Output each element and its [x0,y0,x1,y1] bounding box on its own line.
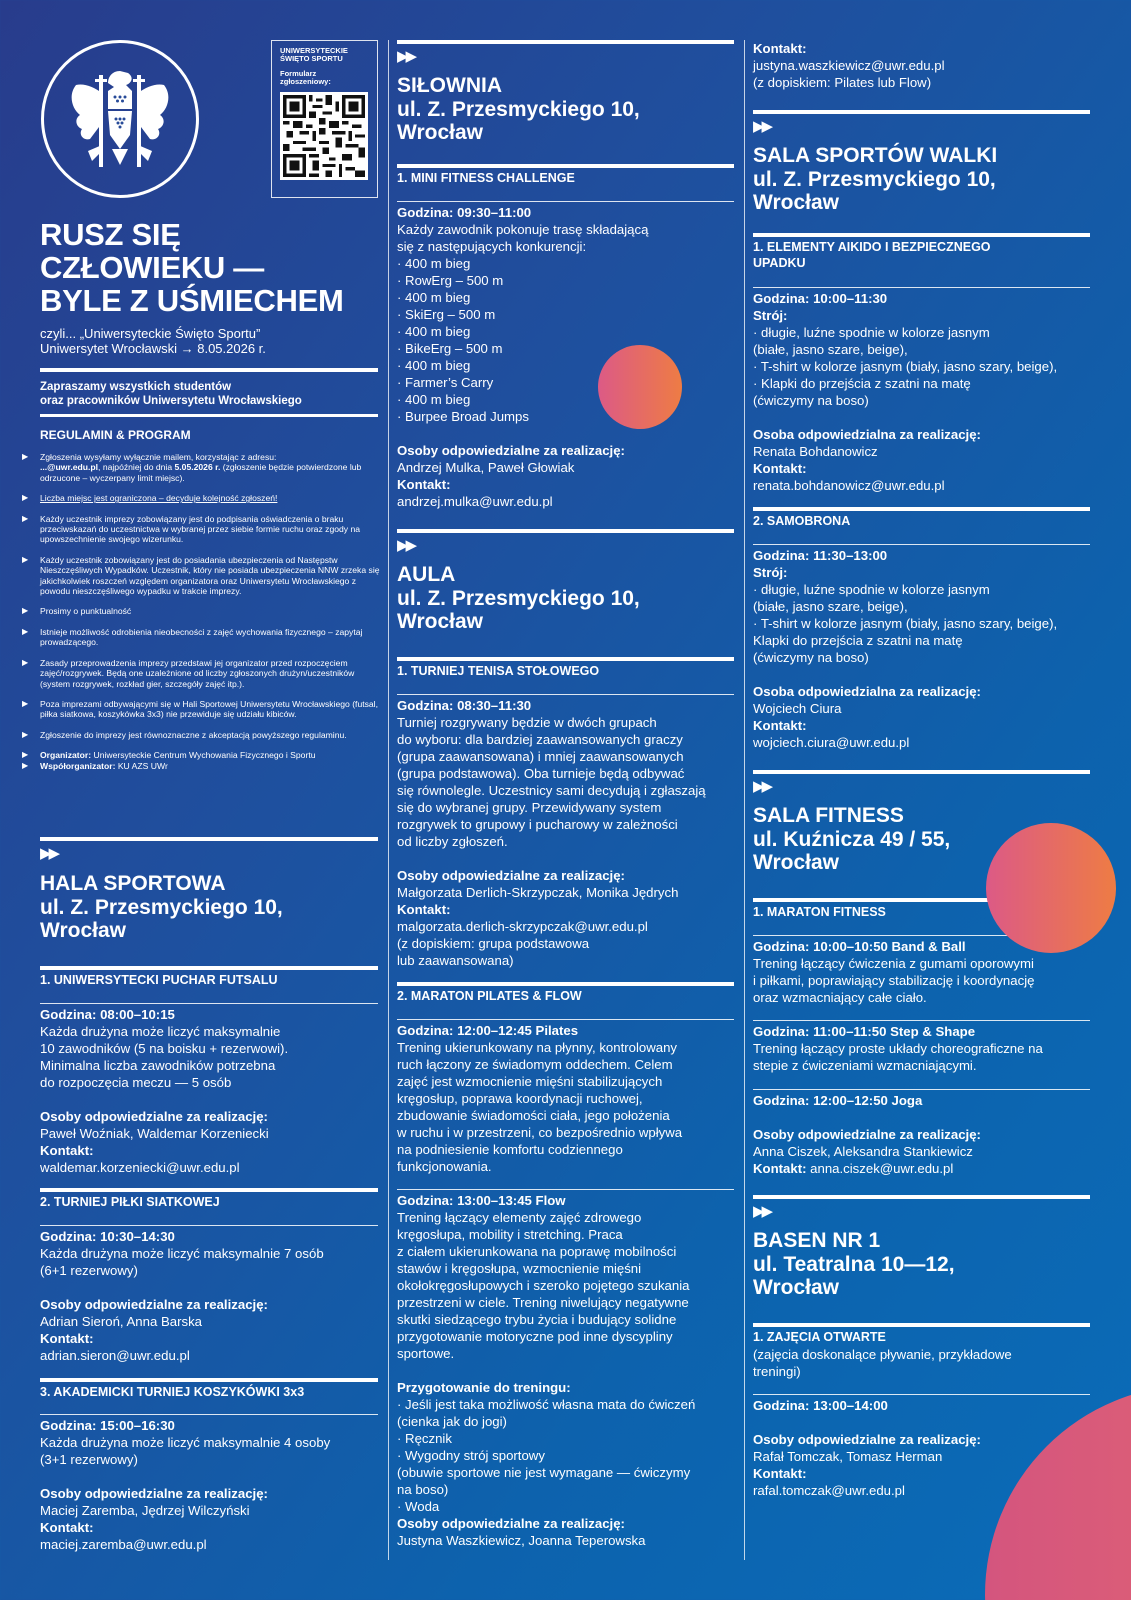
regulations-list [22,452,382,771]
contact-email-link[interactable]: anna.ciszek@uwr.edu.pl [810,1161,954,1176]
contact-label: Kontakt: [397,902,451,917]
subtitle-line: czyli... „Uniwersyteckie Święto Sportu” [40,326,261,341]
event-details-self-defense [753,547,1103,751]
event-title [753,239,991,271]
responsible-people: Adrian Sieroń, Anna Barska [40,1314,203,1329]
rule-item [22,452,382,483]
event-details-table-tennis [397,697,742,969]
divider [397,657,734,661]
venue-city: Wrocław [397,121,483,144]
outfit-item: (ćwiczymy na boso) [753,393,869,408]
challenge-item: · SkiErg – 500 m [397,307,496,322]
event-time: Godzina: 13:00–14:00 [753,1398,888,1413]
responsible-label: Osoby odpowiedzialne za realizację: [40,1486,268,1501]
event-desc-line: stepie z ćwiczeniami wzmacniającymi. [753,1058,977,1073]
venue-name: AULA [397,563,456,586]
event-title-line: UPADKU [753,256,806,270]
event-desc-line: kręgosłup, poprawa koordynacji ruchowej, [397,1091,643,1106]
rule-text: Zgłoszenia wysyłamy wyłącznie mailem, korzystając z adresu: [40,452,277,462]
coorganizer-item [22,761,382,771]
contact-email-link[interactable]: andrzej.mulka@uwr.edu.pl [397,494,553,509]
divider [397,201,734,202]
divider [753,110,1090,114]
event-details-step-shape [753,1023,1103,1074]
event-desc-line: od liczby zgłoszeń. [397,834,508,849]
event-desc-line: w ruchu i w przestrzeni, co bezpośrednio wpływa [397,1125,683,1140]
decorative-circle [598,345,682,429]
responsible-label: Osoby odpowiedzialne za realizację: [40,1109,268,1124]
responsible-label: Osoby odpowiedzialne za realizację: [753,1432,981,1447]
organizer-item [22,750,382,760]
event-desc-line: przygotowanie motoryczne pod inne dyscypliny [397,1329,673,1344]
contact-label: Kontakt: [753,461,807,476]
responsible-label: Osoby odpowiedzialne za realizację: [397,1516,625,1531]
divider [753,1020,1090,1021]
rule-item [22,514,382,545]
prep-label: Przygotowanie do treningu: [397,1380,571,1395]
event-desc-line: zajęć jest wzmocnienie mięśni stabilizujących [397,1074,663,1089]
venue-basen [753,1229,955,1300]
rule-item [22,493,382,503]
venue-name: HALA SPORTOWA [40,872,226,895]
outfit-item: · T-shirt w kolorze jasnym (biały, jasno szary, beige), [753,359,1058,374]
divider [40,414,378,417]
responsible-people: Paweł Woźniak, Waldemar Korzeniecki [40,1126,269,1141]
responsible-people: Małgorzata Derlich-Skrzypczak, Monika Jędrych [397,885,679,900]
outfit-item: · długie, luźne spodnie w kolorze jasnym [753,325,990,340]
event-time: Godzina: 13:00–13:45 Flow [397,1193,566,1208]
divider [40,837,378,841]
rule-deadline: 5.05.2026 r. [174,462,221,473]
event-desc-line: (6+1 rezerwowy) [40,1263,138,1278]
divider [753,1394,1090,1395]
challenge-item: · BikeErg – 500 m [397,341,503,356]
event-details-aikido [753,290,1103,494]
rule-text: (zgłoszenie będzie potwierdzone lub odrzucone – wyczerpany limit miejsc). [40,462,362,483]
outfit-item: Klapki do przejścia z szatni na matę [753,633,963,648]
fast-forward-icon: ▶▶ [753,118,771,135]
event-details-volleyball [40,1228,380,1364]
page-title [40,218,380,317]
event-time: Godzina: 08:30–11:30 [397,698,532,713]
challenge-item: · 400 m bieg [397,256,471,271]
outfit-item: · długie, luźne spodnie w kolorze jasnym [753,582,990,597]
event-desc-line: stawów i kręgosłupa, wzmocnienie mięśni [397,1261,642,1276]
triangle-bullet-icon: ▶ [22,606,29,616]
venue-city: Wrocław [397,610,483,633]
invite-line: Zapraszamy wszystkich studentów [40,381,232,393]
venue-name: BASEN NR 1 [753,1229,881,1252]
triangle-bullet-icon: ▶ [22,513,29,523]
event-desc-line: z ciałem ukierunkowana na poprawę mobilności [397,1244,677,1259]
regulations-heading: REGULAMIN & PROGRAM [40,428,191,442]
responsible-label: Osoby odpowiedzialne za realizację: [753,1127,981,1142]
contact-email-link[interactable]: malgorzata.derlich-skrzypczak@uwr.edu.pl [397,919,648,934]
responsible-people: Rafał Tomczak, Tomasz Herman [753,1449,943,1464]
rule-text: Zgłoszenie do imprezy jest równoznaczne z akceptacją powyższego regulaminu. [40,729,347,740]
contact-email-link[interactable]: justyna.waszkiewicz@uwr.edu.pl [753,58,945,73]
rule-item [22,555,382,597]
rule-text: Zasady przeprowadzenia imprezy przedstawi jej organizator przed rozpoczęciem zajęć/rozgrywek. Będą one uzależnione od liczby zgłoszonych drużyn/uczestników (system rozgrywek, rozkład gier, szczegóły zajęć itp.). [40,657,355,689]
contact-note: (z dopiskiem: Pilates lub Flow) [753,75,932,90]
triangle-bullet-icon: ▶ [22,698,29,708]
responsible-people: Justyna Waszkiewicz, Joanna Teperowska [397,1533,646,1548]
title-line: CZŁOWIEKU — [40,250,265,285]
event-title: 1. ZAJĘCIA OTWARTE [753,1330,886,1344]
event-time: Godzina: 09:30–11:00 [397,205,532,220]
event-time: Godzina: 08:00–10:15 [40,1007,175,1022]
event-desc-line: (grupa podstawowa). Oba turnieje będą odbywać [397,766,685,781]
contact-email-link[interactable]: rafal.tomczak@uwr.edu.pl [753,1483,905,1498]
event-title: 3. AKADEMICKI TURNIEJ KOSZYKÓWKI 3x3 [40,1385,305,1399]
organizer-value: Uniwersyteckie Centrum Wychowania Fizycznego i Sportu [91,750,316,761]
event-desc-line: Każda drużyna może liczyć maksymalnie 7 osób [40,1246,324,1261]
pilates-flow-contact [753,40,1093,91]
triangle-bullet-icon: ▶ [22,554,29,564]
outfit-label: Strój: [753,308,788,323]
event-time: Godzina: 12:00–12:50 Joga [753,1093,923,1108]
outfit-item: (ćwiczymy na boso) [753,650,869,665]
contact-label: Kontakt: [40,1143,94,1158]
prep-item: · Ręcznik [397,1431,452,1446]
divider [397,694,734,695]
qr-box-title [280,47,369,63]
invite-line: oraz pracowników Uniwersytetu Wrocławskiego [40,395,302,407]
event-desc-line: rozgrywek to grupowy i pucharowy w zależności [397,817,678,832]
divider [753,233,1090,237]
venue-address: ul. Z. Przesmyckiego 10, [397,586,640,610]
contact-email-link[interactable]: maciej.zaremba@uwr.edu.pl [40,1537,207,1552]
contact-label: Kontakt: [397,477,451,492]
responsible-label: Osoby odpowiedzialne za realizację: [40,1297,268,1312]
event-desc-line: i piłkami, poprawiający stabilizację i koordynację [753,973,1035,988]
fast-forward-icon: ▶▶ [397,537,415,554]
responsible-label: Osoba odpowiedzialna za realizację: [753,684,981,699]
venue-hala-sportowa [40,872,283,943]
divider [753,1089,1090,1090]
event-desc-line: Trening łączący ćwiczenia z gumami oporowymi [753,956,1034,971]
outfit-item: (białe, jasno szare, beige), [753,599,908,614]
event-desc-line: Minimalna liczba zawodników potrzebna [40,1058,276,1073]
event-title: 2. SAMOBRONA [753,514,851,528]
contact-email-link[interactable]: wojciech.ciura@uwr.edu.pl [753,735,910,750]
contact-email-link[interactable]: renata.bohdanowicz@uwr.edu.pl [753,478,945,493]
event-subtitle [40,326,266,356]
event-title: 2. TURNIEJ PIŁKI SIATKOWEJ [40,1195,220,1209]
divider [40,1225,378,1226]
registration-qr-box [271,40,378,198]
coorganizer-value: KU AZS UWr [115,760,168,771]
contact-label: Kontakt: [40,1331,94,1346]
event-title: 1. TURNIEJ TENISA STOŁOWEGO [397,664,600,678]
triangle-bullet-icon: ▶ [22,626,29,636]
contact-note: lub zaawansowana) [397,953,514,968]
qr-title-line: ŚWIĘTO SPORTU [280,54,343,63]
outfit-item: (białe, jasno szare, beige), [753,342,908,357]
event-details-yoga [753,1092,1103,1177]
divider [40,1188,378,1192]
divider [397,40,734,44]
triangle-bullet-icon: ▶ [22,493,29,503]
contact-email-link[interactable]: waldemar.korzeniecki@uwr.edu.pl [40,1160,240,1175]
venue-address: ul. Teatralna 10—12, [753,1252,955,1276]
rule-text: Liczba miejsc jest ograniczona – decyduje kolejność zgłoszeń! [40,493,278,504]
event-time: Godzina: 10:30–14:30 [40,1229,175,1244]
prep-item: · Jeśli jest taka możliwość własna mata do ćwiczeń [397,1397,696,1412]
event-title: 1. MINI FITNESS CHALLENGE [397,171,575,185]
contact-label: Kontakt: [753,718,807,733]
event-desc-line: funkcjonowania. [397,1159,492,1174]
venue-address: ul. Z. Przesmyckiego 10, [397,97,640,121]
venue-address: ul. Z. Przesmyckiego 10, [40,895,283,919]
venue-city: Wrocław [753,191,839,214]
prep-item: (obuwie sportowe nie jest wymagane — ćwiczymy [397,1465,691,1480]
event-time: Godzina: 11:00–11:50 Step & Shape [753,1024,976,1039]
contact-note: (z dopiskiem: grupa podstawowa [397,936,590,951]
prep-item: na boso) [397,1482,449,1497]
event-desc-line: kręgosłupa, mobility i stretching. Praca [397,1227,623,1242]
event-desc-line: (3+1 rezerwowy) [40,1452,138,1467]
triangle-bullet-icon: ▶ [22,760,29,770]
divider [753,770,1090,774]
rule-text: , najpóźniej do dnia [98,462,175,473]
rule-text: Poza imprezami odbywającymi się w Hali Sportowej Uniwersytetu Wrocławskiego (futsal, piłka siatkowa, koszykówka 3x3) nie przewiduje się udziału kibiców. [40,698,378,720]
fast-forward-icon: ▶▶ [397,48,415,65]
divider [397,164,734,168]
divider [753,1323,1090,1327]
outfit-item: · T-shirt w kolorze jasnym (biały, jasno szary, beige), [753,616,1058,631]
invitation [40,380,302,408]
contact-label: Kontakt: [753,1161,807,1176]
outfit-label: Strój: [753,565,788,580]
divider [753,507,1090,511]
prep-item: · Woda [397,1499,440,1514]
challenge-item: · 400 m bieg [397,392,471,407]
qr-box-form-label [280,70,369,86]
challenge-item: · RowErg – 500 m [397,273,504,288]
event-desc-line: Każdy zawodnik pokonuje trasę składającą [397,222,649,237]
event-time: Godzina: 12:00–12:45 Pilates [397,1023,579,1038]
venue-address: ul. Kuźnicza 49 / 55, [753,827,951,851]
rule-email: ...@uwr.edu.pl [40,462,99,473]
event-time: Godzina: 10:00–10:50 Band & Ball [753,939,966,954]
eagle-icon [68,65,172,173]
event-title-line: 1. ELEMENTY AIKIDO I BEZPIECZNEGO [753,240,991,254]
event-subtitle-line: treningi) [753,1364,801,1379]
divider [40,1003,378,1004]
title-line: BYLE Z UŚMIECHEM [40,283,344,318]
triangle-bullet-icon: ▶ [22,750,29,760]
responsible-people: Anna Ciszek, Aleksandra Stankiewicz [753,1144,973,1159]
event-subtitle [753,1346,1103,1380]
event-desc-line: na podniesienie komfortu codziennego [397,1142,623,1157]
triangle-bullet-icon: ▶ [22,729,29,739]
challenge-item: · Burpee Broad Jumps [397,409,529,424]
divider [753,1195,1090,1199]
divider [397,529,734,533]
event-desc-line: sportowe. [397,1346,455,1361]
divider [753,544,1090,545]
divider [397,982,734,986]
event-desc-line: Trening łączący proste układy choreograficzne na [753,1041,1043,1056]
divider [397,1189,734,1190]
event-title: 2. MARATON PILATES & FLOW [397,989,582,1003]
venue-silownia [397,74,640,145]
venue-address: ul. Z. Przesmyckiego 10, [753,167,996,191]
rule-item [22,606,382,616]
triangle-bullet-icon: ▶ [22,452,29,461]
event-time: Godzina: 10:00–11:30 [753,291,888,306]
event-desc-line: (grupa zaawansowana) i mniej zaawansowanych [397,749,684,764]
rule-text: Prosimy o punktualność [40,606,132,617]
divider [40,368,378,372]
rule-text: Istnieje możliwość odrobienia nieobecności z zajęć wychowania fizycznego – zapytaj prowadzącego. [40,626,363,648]
event-desc-line: oraz wzmacniający całe ciało. [753,990,927,1005]
event-desc-line: przestrzeni w ciele. Trening niwelujący negatywne [397,1295,689,1310]
event-desc-line: do rozpoczęcia meczu — 5 osób [40,1075,232,1090]
event-desc-line: Każda drużyna może liczyć maksymalnie 4 osoby [40,1435,331,1450]
venue-city: Wrocław [753,1276,839,1299]
venue-city: Wrocław [753,851,839,874]
contact-label: Kontakt: [753,41,807,56]
rule-item [22,699,382,720]
venue-aula [397,563,640,634]
column-divider [388,40,389,1560]
event-desc-line: 10 zawodników (5 na boisku + rezerwowi). [40,1041,289,1056]
event-desc-line: się równolegle. Uczestnicy sami decydują i zgłaszają [397,783,706,798]
divider [40,1414,378,1415]
rule-item [22,627,382,648]
event-details-futsal [40,1006,380,1176]
event-details-fitness-challenge [397,204,737,510]
venue-name: SIŁOWNIA [397,74,502,97]
rule-text: Każdy uczestnik imprezy zobowiązany jest do podpisania oświadczenia o braku przeciwskazań do uczestnictwa w wybranej przez siebie formie ruchu oraz zgody na upowszechnienie swojego wizerunku. [40,513,361,545]
rule-text: Każdy uczestnik zobowiązany jest do posiadania ubezpieczenia od Następstw Nieszczęśliwych Wypadków. Uczestnik, który nie posiada ubezpieczenia NNW zrzeka się jakichkolwiek roszczeń względem organizatora oraz Uniwersytetu Wrocławskiego z powodu nieszczęśliwego wypadku w trakcie imprezy. [40,554,380,597]
responsible-people: Renata Bohdanowicz [753,444,878,459]
event-desc-line: Turniej rozgrywany będzie w dwóch grupach [397,715,657,730]
event-desc-line: ruch łączony ze świadomym oddechem. Celem [397,1057,673,1072]
contact-label: Kontakt: [40,1520,94,1535]
challenge-item: · 400 m bieg [397,324,471,339]
divider [40,1378,378,1382]
divider [753,287,1090,288]
event-desc-line: Każda drużyna może liczyć maksymalnie [40,1024,281,1039]
responsible-people: Andrzej Mulka, Paweł Głowiak [397,460,575,475]
rule-item [22,658,382,689]
venue-city: Wrocław [40,919,126,942]
event-details-basketball [40,1417,380,1553]
organizer-label: Organizator: [40,750,92,761]
university-eagle-logo [41,40,199,198]
divider [397,1019,734,1020]
decorative-circle [986,823,1116,953]
event-time: Godzina: 15:00–16:30 [40,1418,175,1433]
rule-item [22,730,382,740]
event-desc-line: się do wybranej grupy. Przewidywany system [397,800,662,815]
event-desc-line: Trening ukierunkowany na płynny, kontrolowany [397,1040,678,1055]
event-desc-line: Trening łączący elementy zajęć zdrowego [397,1210,642,1225]
coorganizer-label: Współorganizator: [40,760,116,771]
venue-sala-sportow-walki [753,144,997,215]
responsible-people: Maciej Zaremba, Jędrzej Wilczyński [40,1503,250,1518]
event-desc-line: do wyboru: dla bardziej zaawansowanych graczy [397,732,683,747]
qr-title-line: UNIWERSYTECKIE [280,46,348,55]
prep-item: · Wygodny strój sportowy [397,1448,545,1463]
venue-name: SALA SPORTÓW WALKI [753,144,998,167]
qr-form-line: zgłoszeniowy: [280,77,331,86]
responsible-label: Osoby odpowiedzialne za realizację: [397,443,625,458]
event-desc-line: zbudowanie świadomości ciała, jego położenia [397,1108,670,1123]
divider [40,966,378,970]
qr-form-line: Formularz [280,69,317,78]
title-line: RUSZ SIĘ [40,217,181,252]
event-details-flow [397,1192,742,1549]
outfit-item: · Klapki do przejścia z szatni na matę [753,376,971,391]
event-desc-line: skutki siedzącego trybu życia i budujący solidne [397,1312,677,1327]
fast-forward-icon: ▶▶ [40,845,58,862]
contact-label: Kontakt: [753,1466,807,1481]
fast-forward-icon: ▶▶ [753,1203,771,1220]
venue-name: SALA FITNESS [753,804,904,827]
event-time: Godzina: 11:30–13:00 [753,548,888,563]
challenge-item: · Farmer’s Carry [397,375,494,390]
venue-sala-fitness [753,804,950,875]
fast-forward-icon: ▶▶ [753,778,771,795]
challenge-item: · 400 m bieg [397,358,471,373]
event-details-pilates [397,1022,742,1175]
event-title: 1. MARATON FITNESS [753,905,886,919]
triangle-bullet-icon: ▶ [22,657,29,667]
prep-item: (cienka jak do jogi) [397,1414,507,1429]
qr-code-icon[interactable] [280,92,368,180]
responsible-label: Osoba odpowiedzialna za realizację: [753,427,981,442]
event-desc-line: okołokręgosłupowych i szeroko pojętego szukania [397,1278,690,1293]
responsible-label: Osoby odpowiedzialne za realizację: [397,868,625,883]
contact-email-link[interactable]: adrian.sieron@uwr.edu.pl [40,1348,190,1363]
event-title: 1. UNIWERSYTECKI PUCHAR FUTSALU [40,973,278,987]
event-date: Uniwersytet Wrocławski → 8.05.2026 r. [40,341,266,356]
column-divider [744,40,745,1560]
event-subtitle-line: (zajęcia doskonalące pływanie, przykładowe [753,1347,1012,1362]
event-desc-line: się z następujących konkurencji: [397,239,587,254]
responsible-people: Wojciech Ciura [753,701,842,716]
challenge-item: · 400 m bieg [397,290,471,305]
